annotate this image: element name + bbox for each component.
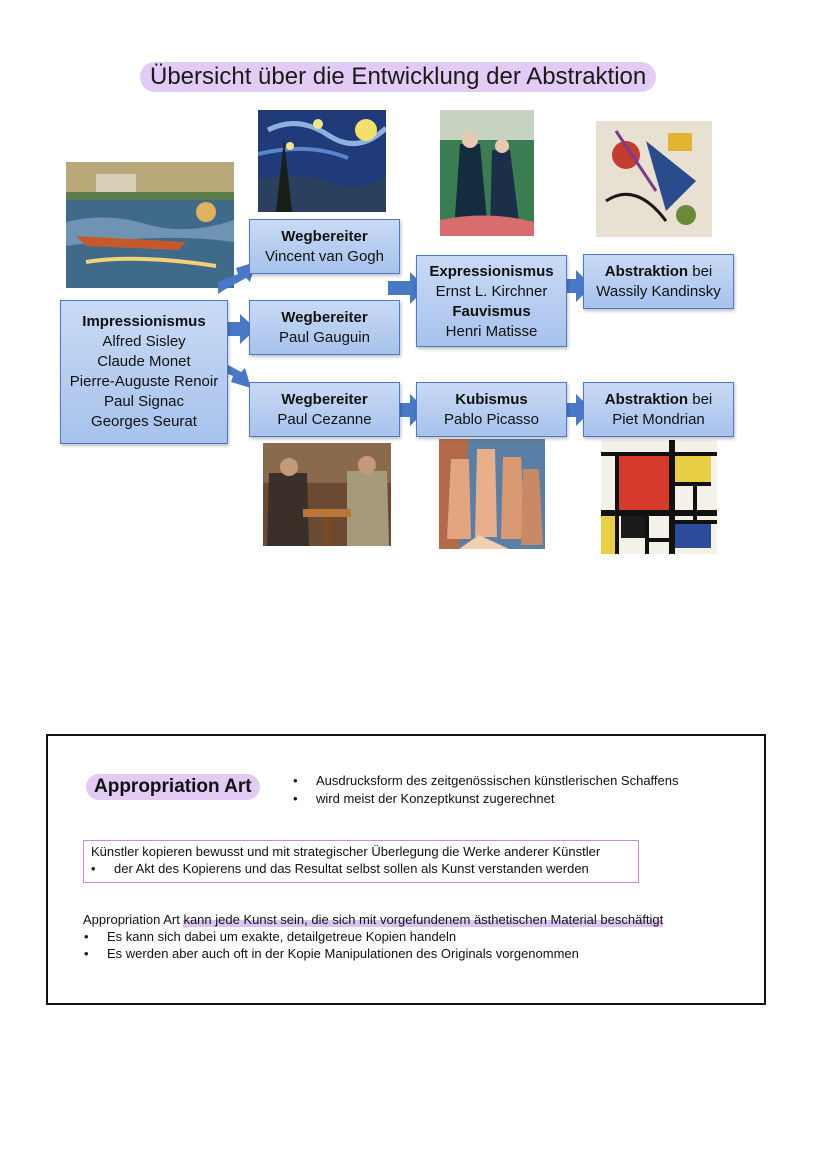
artist-name: Paul Cezanne: [277, 411, 372, 428]
bullet: •: [91, 861, 96, 876]
abstraction-mondrian-box: [583, 382, 734, 437]
wegbereiter-label: Wegbereiter: [281, 309, 368, 326]
wegbereiter-gauguin-box: [249, 300, 400, 355]
statement-bullet-text: Es werden aber auch oft in der Kopie Manipulationen des Originals vorgenommen: [107, 946, 579, 961]
expressionism-box: [416, 255, 567, 347]
artist-name: Paul Gauguin: [279, 329, 370, 346]
artist-name: Vincent van Gogh: [265, 248, 384, 265]
bullet: •: [293, 791, 298, 806]
artist-name: Ernst L. Kirchner: [435, 283, 548, 300]
artist-name: Pierre-Auguste Renoir: [69, 373, 219, 390]
abstraction-kandinsky-box: [583, 254, 734, 309]
wegbereiter-cezanne-box: [249, 382, 400, 437]
cubism-box: [416, 382, 567, 437]
wegbereiter-label: Wegbereiter: [281, 228, 368, 245]
definition-bullet-text: der Akt des Kopierens und das Resultat selbst sollen als Kunst verstanden werden: [114, 861, 589, 876]
intro-bullet-text: Ausdrucksform des zeitgenössischen künstlerischen Schaffens: [316, 773, 679, 788]
wegbereiter-van-gogh-box: [249, 219, 400, 274]
impressionism-box: [60, 300, 228, 444]
statement-start: Appropriation Art: [83, 912, 184, 927]
abstraction-heading: Abstraktion: [604, 263, 689, 280]
impressionism-heading: Impressionismus: [82, 313, 206, 330]
wegbereiter-label: Wegbereiter: [281, 391, 368, 408]
artist-name: Henri Matisse: [445, 323, 538, 340]
abstraction-suffix: bei: [688, 391, 713, 408]
artist-name: Claude Monet: [97, 353, 191, 370]
intro-bullet-text: wird meist der Konzeptkunst zugerechnet: [316, 791, 555, 806]
artist-name: Paul Signac: [103, 393, 185, 410]
bullet: •: [84, 946, 89, 961]
kirchner-painting: [440, 110, 534, 236]
appropriation-art-pill: Appropriation Art: [86, 774, 260, 800]
definition-text: Künstler kopieren bewusst und mit strategischer Überlegung die Werke anderer Künstler: [91, 844, 601, 859]
fauvism-heading: Fauvismus: [452, 303, 531, 320]
mondrian-painting: [601, 440, 717, 554]
picasso-painting: [439, 439, 545, 549]
abstraction-heading: Abstraktion: [604, 391, 689, 408]
cezanne-painting: [263, 443, 391, 546]
bullet: •: [84, 929, 89, 944]
expressionism-heading: Expressionismus: [429, 263, 554, 280]
statement-line: [83, 911, 663, 928]
van-gogh-painting: [258, 110, 386, 212]
diagram-title: Übersicht über die Entwicklung der Abstraktion: [140, 62, 656, 92]
cubism-heading: Kubismus: [455, 391, 528, 408]
statement-highlight: kann jede Kunst sein, die sich mit vorgefundenem ästhetischen Material beschäftigt: [183, 912, 664, 927]
artist-name: Wassily Kandinsky: [596, 283, 721, 300]
kandinsky-painting: [596, 121, 712, 237]
abstraction-suffix: bei: [688, 263, 713, 280]
artist-name: Georges Seurat: [91, 413, 197, 430]
artist-name: Piet Mondrian: [612, 411, 705, 428]
bullet: •: [293, 773, 298, 788]
artist-name: Alfred Sisley: [102, 333, 186, 350]
renoir-painting: [66, 162, 234, 288]
artist-name: Pablo Picasso: [443, 411, 540, 428]
statement-bullet-text: Es kann sich dabei um exakte, detailgetreue Kopien handeln: [107, 929, 457, 944]
